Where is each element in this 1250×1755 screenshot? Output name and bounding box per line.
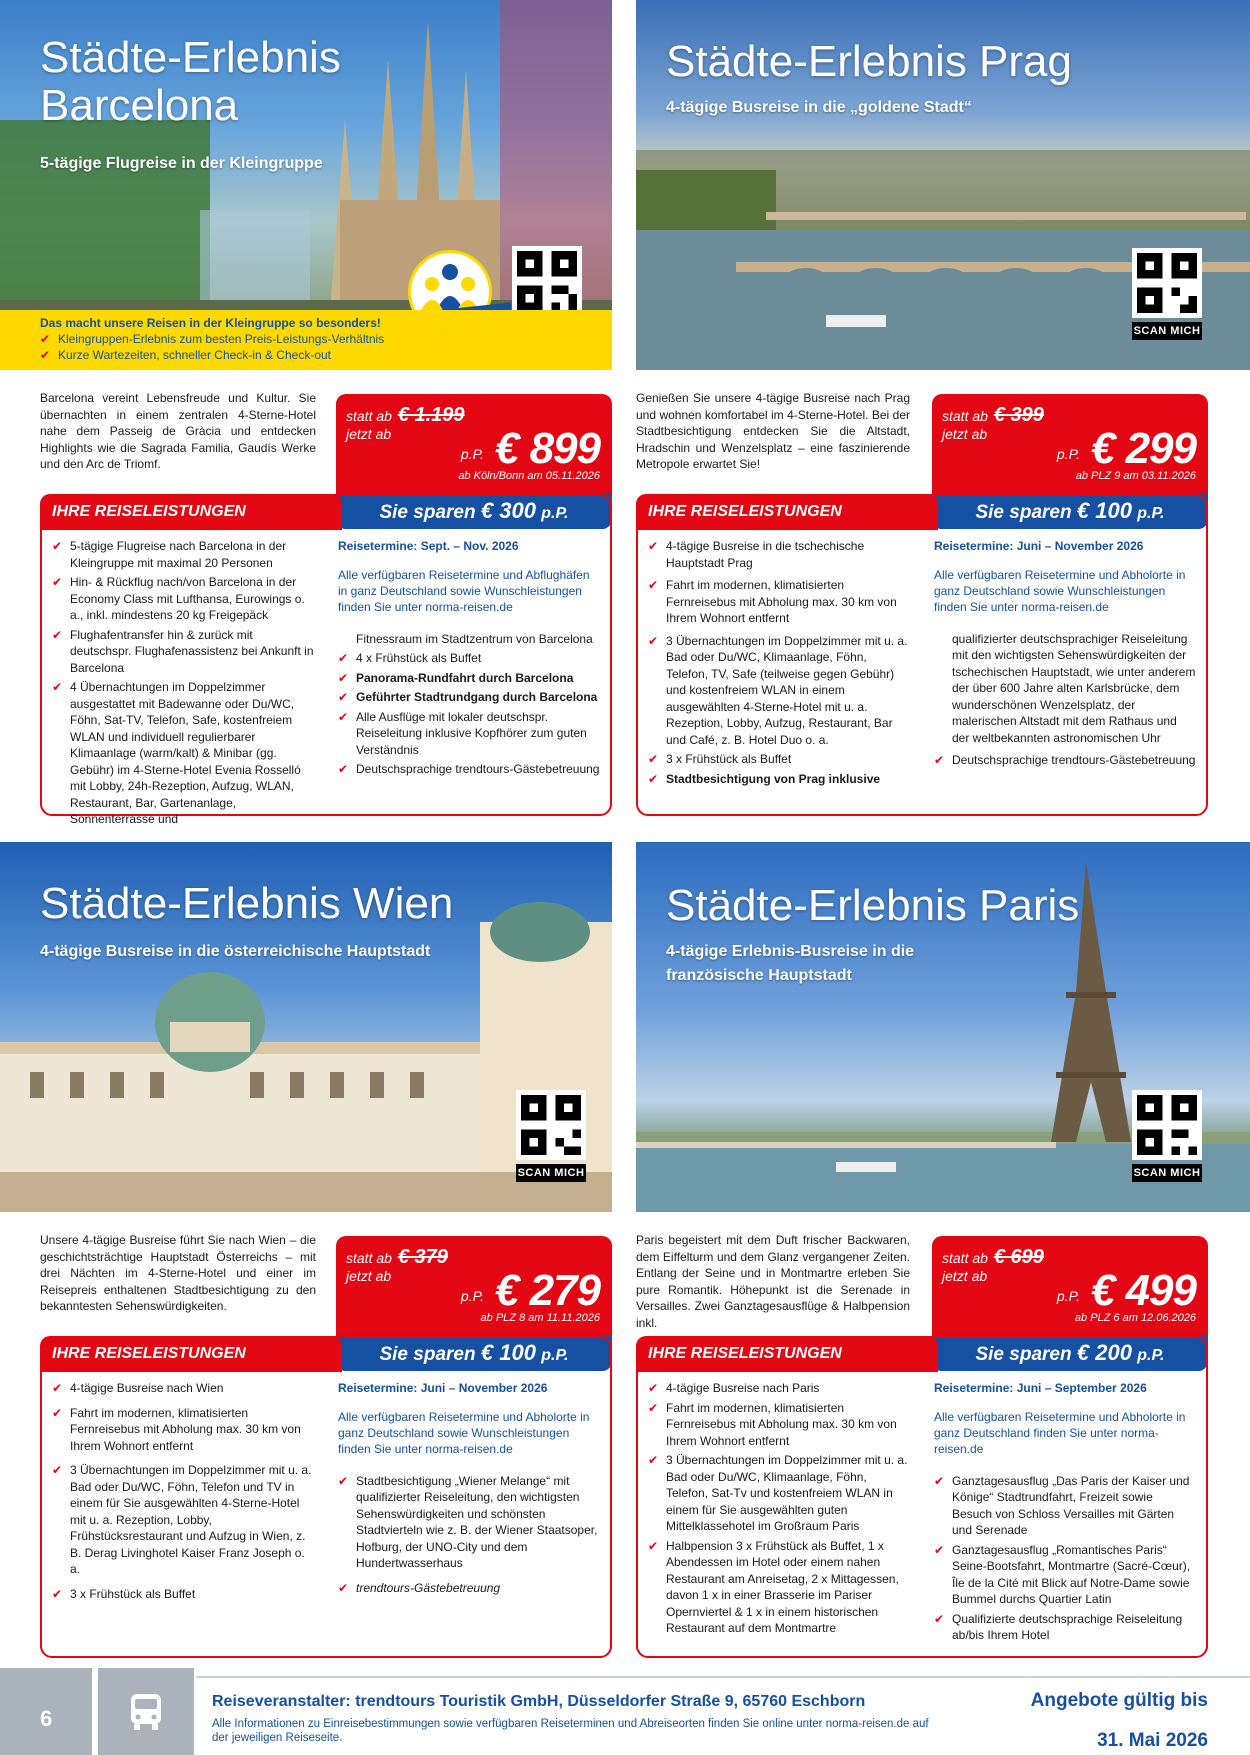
list-item: ✔ Fahrt im modernen, klimatisierten Fernreisebus mit Abholung max. 30 km von Ihrem Wohnort entfernt (52, 1405, 301, 1453)
prag-right-list (934, 538, 1196, 772)
list-item: ✔ Geführter Stadtrundgang durch Barcelona (338, 690, 598, 704)
list-item: ✔ 4 x Frühstück als Buffet (338, 651, 482, 665)
qr-code[interactable] (1132, 248, 1202, 318)
check-icon: ✔ (648, 1400, 659, 1415)
prag-left-list (648, 538, 910, 790)
paris-title: Städte-Erlebnis Paris (666, 881, 1080, 930)
reisetermine-heading: Reisetermine: Juni – September 2026 (934, 1381, 1147, 1395)
check-icon: ✔ (52, 1463, 63, 1477)
footer-divider (196, 1676, 1250, 1678)
wien-intro: Unsere 4-tägige Busreise führt Sie nach Wien – die geschichtsträchtige Hauptstadt Österreichs – mit drei Nächten im 4-Sterne-Hotel und einer im Reisepreis enthaltenen Stadtbesichtigung zu den bekanntesten Sehenswürdigkeiten. (40, 1233, 316, 1313)
prag-title: Städte-Erlebnis Prag (666, 37, 1072, 86)
list-item: ✔ Hin- & Rückflug nach/von Barcelona in der Economy Class mit Lufthansa, Eurowings o. a., inkl. mindestens 20 kg Freigepäck (52, 575, 305, 622)
list-item: ✔ Fahrt im modernen, klimatisierten Fernreisebus mit Abholung max. 30 km von Ihrem Wohnort entfernt (648, 1400, 897, 1448)
barcelona-left-list (52, 538, 314, 831)
departure-info: ab PLZ 6 am 12.06.2026 (1074, 1312, 1196, 1324)
list-item: ✔ 4 Übernachtungen im Doppelzimmer ausgestattet mit Badewanne oder Du/WC, Föhn, Sat-TV, Telefon, Safe, kostenfreiem WLAN und individuell regulierbarer Klimaanlage (warm/kalt) & Minibar (gg. Gebühr) im 4-Sterne-Hotel Evenia Rosselló mit Lobby, 24h-Rezeption, Aufzug, WLAN, Restaurant, Bar, Gartenanlage, Sonnenterrasse und (52, 680, 301, 826)
validity-date: 31. Mai 2026 (1097, 1730, 1208, 1751)
tour-operator: Reiseveranstalter: trendtours Touristik GmbH, Düsseldorfer Straße 9, 65760 Eschborn (212, 1693, 866, 1710)
wien-hero-image (0, 842, 612, 1212)
wien-price-box: statt ab € 379 jetzt ab p.P. € 279 ab PLZ 8 am 11.11.2026 Sie sparen € 100 p.P. (336, 1236, 612, 1371)
check-icon: ✔ (40, 348, 51, 362)
banner-item: ✔ Kleingruppen-Erlebnis zum besten Preis-Leistungs-Verhältnis (40, 332, 385, 346)
list-item: ✔ 3 x Frühstück als Buffet (52, 1586, 196, 1601)
list-item: ✔ Qualifizierte deutschsprachige Reiseleitung ab/bis Ihrem Hotel (934, 1611, 1183, 1642)
new-price: € 279 (494, 1266, 600, 1315)
check-icon: ✔ (338, 1473, 349, 1488)
bus-icon (128, 1692, 164, 1732)
check-icon: ✔ (338, 762, 349, 776)
list-item: ✔ 4-tägige Busreise nach Paris (648, 1381, 820, 1395)
check-icon: ✔ (648, 1538, 659, 1553)
wien-right-list (338, 1380, 600, 1599)
page-number: 6 (0, 1668, 92, 1755)
check-icon: ✔ (338, 1580, 349, 1595)
scan-mich-label: SCAN MICH (1132, 322, 1202, 340)
list-item: ✔ Alle Ausflüge mit lokaler deutschspr. Reiseleitung inklusive Kopfhörer zum guten Verständnis (338, 709, 587, 757)
new-price: € 899 (494, 424, 600, 473)
list-item: ✔ 4-tägige Busreise nach Wien (52, 1381, 224, 1395)
check-icon: ✔ (52, 539, 63, 553)
paris-hero-image (636, 842, 1250, 1212)
old-price: € 399 (993, 404, 1044, 426)
check-icon: ✔ (648, 1453, 659, 1467)
paris-price-box: statt ab € 699 jetzt ab p.P. € 499 ab PLZ 6 am 12.06.2026 Sie sparen € 200 p.P. (932, 1236, 1208, 1371)
qr-code[interactable] (1132, 1090, 1202, 1160)
barcelona-price-box: statt ab € 1.199 jetzt ab p.P. € 899 ab Köln/Bonn am 05.11.2026 Sie sparen € 300 p.P. (336, 394, 612, 529)
check-icon: ✔ (40, 332, 51, 346)
list-item-continued: qualifizierter deutschsprachiger Reiseleitung mit den wichtigsten Sehenswürdigkeiten der tschechischen Hauptstadt, wie unter anderem der über 600 Jahre alten Karlsbrücke, dem wunderschönen Wenzelsplatz, der malerischen Altstadt mit dem Rathaus und der weltbekannten astronomischen Uhr (952, 631, 1196, 745)
check-icon: ✔ (934, 1611, 945, 1626)
barcelona-title: Städte-Erlebnis Barcelona (40, 33, 341, 130)
old-price: € 1.199 (397, 404, 465, 426)
old-price: € 379 (397, 1246, 448, 1268)
reisetermine-heading: Reisetermine: Juni – November 2026 (934, 539, 1144, 553)
paris-right-list (934, 1380, 1196, 1647)
check-icon: ✔ (52, 680, 63, 694)
reisetermine-text: Alle verfügbaren Reisetermine und Abholorte in ganz Deutschland sowie Wunschleistungen finden Sie unter norma-reisen.de (934, 567, 1186, 614)
check-icon: ✔ (648, 752, 659, 766)
barcelona-right-list (338, 538, 600, 781)
list-item: ✔ Stadtbesichtigung „Wiener Melange“ mit qualifizierter Reiseleitung, den wichtigsten Sehenswürdigkeiten und schönsten Stadtvierteln wie z. B. der Wiener Staatsoper, Hofburg, der UNO-City und dem Hundertwasserhaus (338, 1473, 598, 1570)
kleingruppe-banner (0, 310, 612, 370)
barcelona-intro: Barcelona vereint Lebensfreude und Kultur. Sie übernachten in einem zentralen 4-Sterne-Hotel nahe dem Passeig de Gràcia und entdecken Highlights wie die Sagrada Familia, Gaudís Werke und den Arc de Triomf. (40, 391, 316, 471)
list-item-continued: Fitnessraum im Stadtzentrum von Barcelona (356, 631, 593, 646)
old-price: € 699 (993, 1246, 1044, 1268)
list-item: ✔ 3 Übernachtungen im Doppelzimmer mit u. a. Bad oder Du/WC, Klimaanlage, Föhn, Telefon, Sat-Tv und kostenfreiem WLAN in einem für Sie ausgewählten guten Mittelklassehotel im Großraum Paris (648, 1453, 908, 1533)
reisetermine-text: Alle verfügbaren Reisetermine und Abholorte in ganz Deutschland finden Sie unter norma-reisen.de (934, 1409, 1186, 1456)
qr-code[interactable] (516, 1090, 586, 1160)
check-icon: ✔ (52, 1381, 63, 1395)
departure-info: ab Köln/Bonn am 05.11.2026 (458, 470, 600, 482)
list-item: ✔ Ganztagesausflug „Romantisches Paris“ Seine-Bootsfahrt, Montmartre (Sacré-Cœur), Île de la Cité mit Blick auf Notre-Dame sowie Bummel durchs Quartier Latin (934, 1542, 1191, 1606)
check-icon: ✔ (338, 690, 349, 704)
wien-title: Städte-Erlebnis Wien (40, 879, 454, 928)
list-item: ✔ Deutschsprachige trendtours-Gästebetreuung (934, 753, 1196, 767)
check-icon: ✔ (648, 578, 659, 592)
paris-subtitle: 4-tägige Erlebnis-Busreise in die französische Hauptstadt (666, 943, 915, 984)
footer-info: Alle Informationen zu Einreisebestimmungen sowie verfügbaren Reiseterminen und Abreiseorten finden Sie online unter norma-reisen.de auf der jeweiligen Reiseseite. (212, 1718, 929, 1744)
list-item: ✔ Halbpension 3 x Frühstück als Buffet, 1 x Abendessen im Hotel oder einem nahen Restaurant am Anreisetag, 2 x Mittagessen, davon 1 x in einer Brasserie im Pariser Opernviertel & 1 x in einem historischen Restaurant auf dem Montmartre (648, 1538, 899, 1635)
barcelona-hero-image (0, 0, 612, 370)
check-icon: ✔ (52, 575, 63, 589)
list-item: ✔ Panorama-Rundfahrt durch Barcelona (338, 670, 574, 685)
check-icon: ✔ (338, 651, 349, 665)
new-price: € 299 (1090, 424, 1196, 473)
qr-code[interactable] (512, 246, 582, 316)
reisetermine-heading: Reisetermine: Sept. – Nov. 2026 (338, 539, 519, 553)
list-item: ✔ Stadtbesichtigung von Prag inklusive (648, 771, 881, 786)
list-item: ✔ Fahrt im modernen, klimatisierten Fernreisebus mit Abholung max. 30 km von Ihrem Wohnort entfernt (648, 578, 897, 625)
list-item: ✔ 3 x Frühstück als Buffet (648, 752, 792, 766)
savings-banner: Sie sparen € 100 p.P. (932, 493, 1208, 529)
list-item: ✔ 5-tägige Flugreise nach Barcelona in der Kleingruppe mit maximal 20 Personen (52, 539, 287, 570)
check-icon: ✔ (52, 1405, 63, 1420)
savings-banner: Sie sparen € 200 p.P. (932, 1335, 1208, 1371)
departure-info: ab PLZ 8 am 11.11.2026 (480, 1312, 600, 1324)
check-icon: ✔ (338, 670, 349, 685)
page-footer (0, 1656, 1250, 1755)
wien-subtitle: 4-tägige Busreise in die österreichische Hauptstadt (40, 943, 431, 960)
prag-hero-image (636, 0, 1250, 370)
banner-heading: Das macht unsere Reisen in der Kleingruppe so besonders! (40, 316, 381, 330)
banner-item: ✔ Kurze Wartezeiten, schneller Check-in & Check-out (40, 348, 331, 362)
wien-left-list (52, 1380, 314, 1605)
validity-label: Angebote gültig bis (1030, 1690, 1208, 1711)
list-item: ✔ Deutschsprachige trendtours-Gästebetreuung (338, 762, 600, 776)
list-item: ✔ 3 Übernachtungen im Doppelzimmer mit u. a. Bad oder Du/WC, Klimaanlage, Föhn, Telefon, TV, Safe (teilweise gegen Gebühr) und kostenfreiem WLAN in einem ausgewählten 4-Sterne-Hotel mit u. a. Rezeption, Lobby, Aufzug, Restaurant, Bar und Café, z. B. Hotel Duo o. a. (648, 633, 908, 747)
savings-banner: Sie sparen € 300 p.P. (336, 493, 612, 529)
check-icon: ✔ (52, 627, 63, 642)
check-icon: ✔ (648, 771, 659, 786)
scan-mich-label: SCAN MICH (516, 1164, 586, 1182)
bus-box (98, 1668, 194, 1755)
leistungen-heading: IHRE REISELEISTUNGEN (40, 494, 342, 530)
reisetermine-text: Alle verfügbaren Reisetermine und Abholorte in ganz Deutschland sowie Wunschleistungen finden Sie unter norma-reisen.de (338, 1409, 590, 1456)
leistungen-heading: IHRE REISELEISTUNGEN (636, 494, 938, 530)
savings-banner: Sie sparen € 100 p.P. (336, 1335, 612, 1371)
reisetermine-text: Alle verfügbaren Reisetermine und Abflughäfen in ganz Deutschland sowie Wunschleistungen finden Sie unter norma-reisen.de (338, 567, 590, 614)
new-price: € 499 (1090, 1266, 1196, 1315)
list-item: ✔ 3 Übernachtungen im Doppelzimmer mit u. a. Bad oder Du/WC, Föhn, Telefon und TV in einem für Sie ausgewählten 4-Sterne-Hotel mit u. a. Rezeption, Lobby, Frühstücksrestaurant und Aufzug in Wien, z. B. Derag Livinghotel Kaiser Franz Joseph o. a. (52, 1463, 312, 1576)
reisetermine-heading: Reisetermine: Juni – November 2026 (338, 1381, 548, 1395)
leistungen-heading: IHRE REISELEISTUNGEN (636, 1336, 938, 1372)
list-item: ✔ Flughafentransfer hin & zurück mit deutschspr. Flughafenassistenz bei Ankunft in Barcelona (52, 627, 314, 675)
check-icon: ✔ (934, 1542, 945, 1557)
check-icon: ✔ (648, 539, 659, 553)
scan-mich-label: SCAN MICH (1132, 1164, 1202, 1182)
paris-intro: Paris begeistert mit dem Duft frischer Backwaren, dem Eiffelturm und dem Glanz vergangener Zeiten. Entlang der Seine und in Montmartre erleben Sie pure Romantik. Höhepunkt ist die Serenade in Versailles. Zwei Ganztagesausflüge & Halbpension inkl. (636, 1233, 910, 1330)
check-icon: ✔ (648, 1381, 659, 1395)
check-icon: ✔ (338, 709, 349, 724)
check-icon: ✔ (934, 1473, 945, 1488)
prag-intro: Genießen Sie unsere 4-tägige Busreise nach Prag und wohnen komfortabel im 4-Sterne-Hotel. Bei der Stadtbesichtigung entdecken Sie die Altstadt, Hradschin und Wenzelsplatz – eine faszinierende Metropole erwartet Sie! (636, 391, 910, 471)
list-item: ✔ trendtours-Gästebetreuung (338, 1580, 501, 1595)
list-item: ✔ 4-tägige Busreise in die tschechische Hauptstadt Prag (648, 539, 865, 570)
prag-price-box: statt ab € 399 jetzt ab p.P. € 299 ab PLZ 9 am 03.11.2026 Sie sparen € 100 p.P. (932, 394, 1208, 529)
check-icon: ✔ (52, 1586, 63, 1601)
leistungen-heading: IHRE REISELEISTUNGEN (40, 1336, 342, 1372)
departure-info: ab PLZ 9 am 03.11.2026 (1075, 470, 1196, 482)
paris-left-list (648, 1380, 910, 1640)
prag-subtitle: 4-tägige Busreise in die „goldene Stadt“ (666, 99, 972, 116)
list-item: ✔ Ganztagesausflug „Das Paris der Kaiser und Könige“ Stadtrundfahrt, Freizeit sowie Besuch von Schloss Versailles mit Gärten und Serenade (934, 1473, 1190, 1537)
check-icon: ✔ (934, 753, 945, 767)
barcelona-subtitle: 5-tägige Flugreise in der Kleingruppe (40, 155, 323, 172)
check-icon: ✔ (648, 633, 659, 648)
